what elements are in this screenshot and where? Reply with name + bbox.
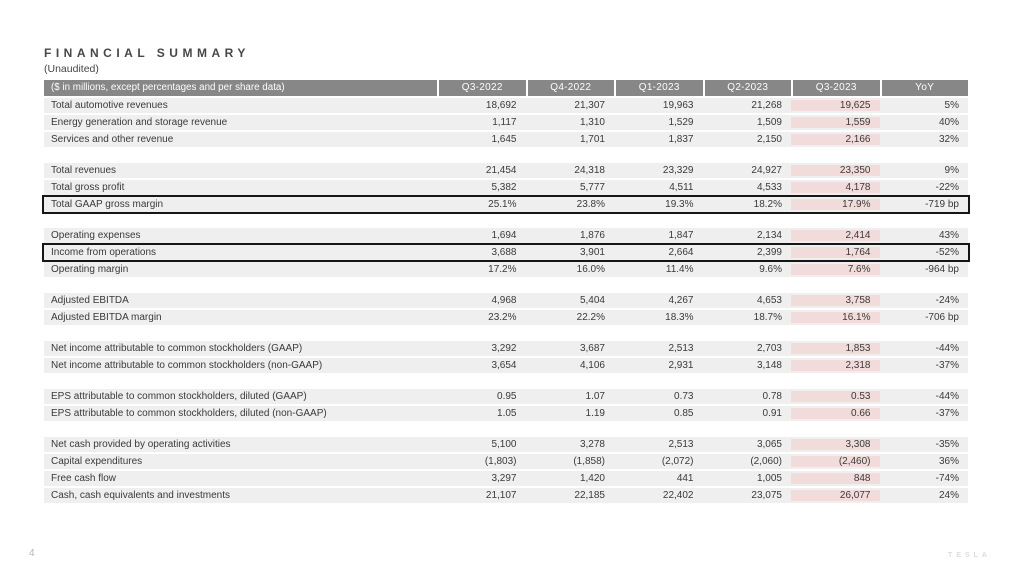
cell-value: 21,268 [751,100,782,111]
cell-value: 24,318 [574,165,605,176]
cell-value: 17.2% [488,264,517,275]
table-header-row [44,80,968,96]
cell-value: 1.19 [585,408,605,419]
cell-value: 16.0% [576,264,605,275]
cell-value: 3,758 [791,295,880,306]
cell-value: -24% [935,295,959,306]
cell-value: 2,513 [668,439,694,450]
cell-value: 22,402 [662,490,694,501]
cell-value: 21,107 [485,490,517,501]
table-section-6 [44,389,968,421]
cell-value: 3,687 [579,343,605,354]
table-section-2 [44,163,968,212]
table-row [44,389,968,404]
cell-value: 32% [938,134,959,145]
row-label: Cash, cash equivalents and investments [51,490,230,501]
cell-value: 2,150 [756,134,782,145]
cell-value: -964 bp [925,264,959,275]
table-row [44,245,968,260]
cell-value: 3,278 [579,439,605,450]
cell-value: 23.2% [488,312,517,323]
table-section-5 [44,341,968,373]
table-row [44,293,968,308]
cell-value: 17.9% [791,199,880,210]
cell-value: -74% [935,473,959,484]
column-header-q2-2023: Q2-2023 [703,80,792,96]
table-caption: ($ in millions, except percentages and per share data) [44,80,437,96]
table-row [44,197,968,212]
cell-value: 3,688 [491,247,517,258]
cell-value: 0.91 [762,408,782,419]
cell-value: 3,297 [491,473,517,484]
cell-value: 19,963 [662,100,694,111]
cell-value: 4,653 [756,295,782,306]
cell-value: 1,420 [579,473,605,484]
cell-value: 0.95 [497,391,517,402]
row-label: Net income attributable to common stockholders (GAAP) [51,343,303,354]
cell-value: (1,858) [573,456,605,467]
cell-value: 7.6% [791,264,880,275]
cell-value: 0.73 [674,391,694,402]
row-label: Operating margin [51,264,129,275]
cell-value: 4,533 [756,182,782,193]
cell-value: 11.4% [665,264,694,275]
cell-value: 9% [944,165,959,176]
table-row [44,98,968,113]
cell-value: 1,847 [668,230,694,241]
cell-value: 2,134 [756,230,782,241]
cell-value: 26,077 [791,490,880,501]
cell-value: 25.1% [488,199,517,210]
row-label: Operating expenses [51,230,141,241]
row-label: Total GAAP gross margin [51,199,164,210]
row-label: Net cash provided by operating activities [51,439,231,450]
cell-value: 24% [938,490,959,501]
cell-value: 23,329 [662,165,694,176]
row-label: Free cash flow [51,473,117,484]
cell-value: 3,308 [791,439,880,450]
cell-value: 1,005 [756,473,782,484]
cell-value: -52% [935,247,959,258]
table-row [44,310,968,325]
cell-value: 4,106 [579,360,605,371]
cell-value: 36% [938,456,959,467]
cell-value: 1.05 [497,408,517,419]
cell-value: 1,310 [579,117,605,128]
table-section-7 [44,437,968,503]
cell-value: -706 bp [925,312,959,323]
table-section-1 [44,98,968,147]
financial-summary-table [44,80,968,505]
cell-value: 4,968 [491,295,517,306]
cell-value: 5,382 [491,182,517,193]
cell-value: 40% [938,117,959,128]
cell-value: 2,166 [791,134,880,145]
cell-value: 2,399 [756,247,782,258]
cell-value: 21,307 [574,100,605,111]
cell-value: 22,185 [574,490,605,501]
column-header-q3-2022: Q3-2022 [437,80,526,96]
column-header-q4-2022: Q4-2022 [526,80,615,96]
row-label: Net income attributable to common stockholders (non-GAAP) [51,360,323,371]
column-header-q1-2023: Q1-2023 [614,80,703,96]
table-row [44,180,968,195]
cell-value: 1,509 [756,117,782,128]
cell-value: -44% [935,391,959,402]
table-row [44,358,968,373]
cell-value: 4,511 [669,182,694,193]
cell-value: 18.7% [753,312,782,323]
row-label: Services and other revenue [51,134,174,145]
row-label: Total automotive revenues [51,100,168,111]
cell-value: 5% [944,100,959,111]
cell-value: 0.66 [791,408,880,419]
row-label: Energy generation and storage revenue [51,117,228,128]
cell-value: 3,654 [491,360,517,371]
row-label: Adjusted EBITDA margin [51,312,162,323]
cell-value: 3,065 [756,439,782,450]
page-subtitle: (Unaudited) [44,63,99,75]
cell-value: -44% [935,343,959,354]
row-label: Income from operations [51,247,157,258]
cell-value: 2,703 [756,343,782,354]
cell-value: 1,701 [579,134,605,145]
cell-value: 23,350 [791,165,880,176]
cell-value: 3,292 [491,343,517,354]
title-block [44,46,250,75]
cell-value: 9.6% [759,264,782,275]
cell-value: 848 [791,473,880,484]
cell-value: 2,513 [668,343,694,354]
table-row [44,228,968,243]
cell-value: 16.1% [791,312,880,323]
cell-value: 22.2% [576,312,605,323]
table-row [44,471,968,486]
cell-value: 18.2% [753,199,782,210]
row-label: Total revenues [51,165,117,176]
cell-value: (2,460) [791,456,880,467]
cell-value: 23,075 [751,490,782,501]
cell-value: 1.07 [585,391,605,402]
cell-value: 2,664 [668,247,694,258]
column-header-q3-2023: Q3-2023 [791,80,880,96]
row-label: Total gross profit [51,182,125,193]
cell-value: 19.3% [665,199,694,210]
cell-value: -35% [935,439,959,450]
cell-value: 5,404 [579,295,605,306]
cell-value: 5,777 [579,182,605,193]
cell-value: -22% [935,182,959,193]
cell-value: 1,764 [791,247,880,258]
table-row [44,341,968,356]
cell-value: 19,625 [791,100,880,111]
row-label: EPS attributable to common stockholders, diluted (non-GAAP) [51,408,327,419]
row-label: Capital expenditures [51,456,143,467]
table-row [44,132,968,147]
cell-value: 1,559 [791,117,880,128]
column-header-yoy: YoY [880,80,969,96]
table-section-4 [44,293,968,325]
table-row [44,454,968,469]
cell-value: (2,060) [750,456,782,467]
cell-value: -37% [935,408,959,419]
cell-value: 1,876 [579,230,605,241]
tesla-wordmark: TESLA [948,552,991,559]
cell-value: 21,454 [485,165,517,176]
cell-value: 1,837 [668,134,694,145]
cell-value: 4,267 [668,295,694,306]
cell-value: 2,318 [791,360,880,371]
row-label: Adjusted EBITDA [51,295,129,306]
cell-value: 1,853 [791,343,880,354]
cell-value: 23.8% [576,199,605,210]
table-row [44,406,968,421]
cell-value: 43% [938,230,959,241]
cell-value: 2,931 [668,360,694,371]
cell-value: (1,803) [484,456,517,467]
table-row [44,437,968,452]
cell-value: 3,901 [579,247,605,258]
cell-value: -37% [935,360,959,371]
cell-value: -719 bp [925,199,959,210]
cell-value: 4,178 [791,182,880,193]
cell-value: 1,694 [491,230,517,241]
cell-value: 0.53 [791,391,880,402]
table-section-3 [44,228,968,277]
cell-value: 1,645 [491,134,517,145]
cell-value: 0.78 [762,391,782,402]
cell-value: 1,117 [492,117,517,128]
row-label: EPS attributable to common stockholders, diluted (GAAP) [51,391,307,402]
page-title: FINANCIAL SUMMARY [44,46,250,60]
table-row [44,488,968,503]
cell-value: 18,692 [485,100,517,111]
cell-value: 1,529 [668,117,694,128]
table-row [44,163,968,178]
cell-value: 18.3% [665,312,694,323]
page-number: 4 [29,548,35,559]
cell-value: 441 [676,473,694,484]
cell-value: 0.85 [674,408,694,419]
table-row [44,262,968,277]
cell-value: 24,927 [751,165,782,176]
table-row [44,115,968,130]
cell-value: 5,100 [491,439,517,450]
cell-value: 3,148 [756,360,782,371]
cell-value: 2,414 [791,230,880,241]
cell-value: (2,072) [661,456,694,467]
